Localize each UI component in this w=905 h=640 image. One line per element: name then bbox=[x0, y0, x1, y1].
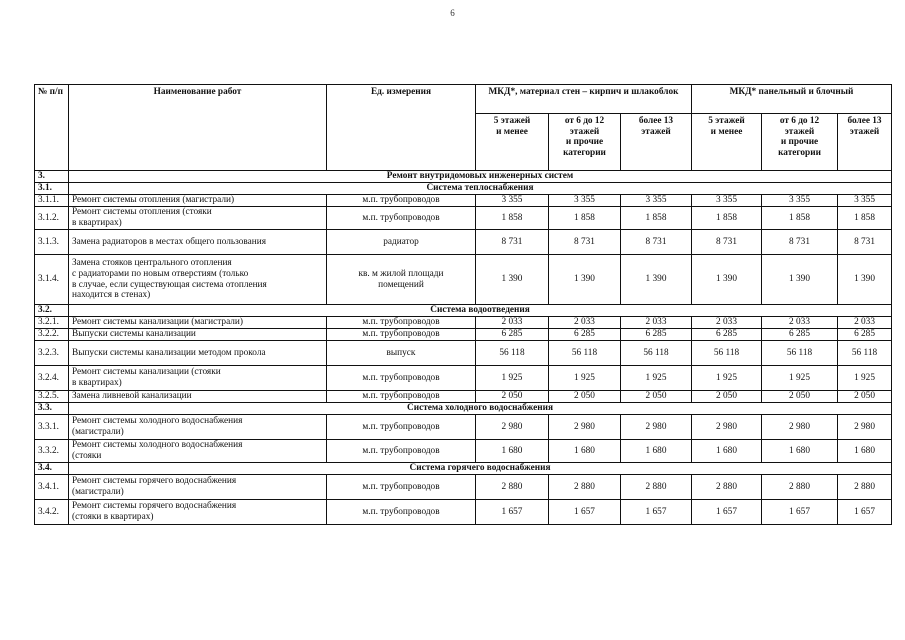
unit-cell: выпуск bbox=[327, 341, 476, 366]
header-unit: Ед. измерения bbox=[327, 85, 476, 171]
value-cell: 2 050 bbox=[838, 391, 892, 403]
value-cell: 56 118 bbox=[621, 341, 692, 366]
value-cell: 1 925 bbox=[838, 366, 892, 391]
unit-cell: радиатор bbox=[327, 230, 476, 255]
header-sub: 5 этажей и менее bbox=[692, 114, 762, 171]
value-cell: 6 285 bbox=[692, 329, 762, 341]
section-number: 3.3. bbox=[35, 403, 69, 415]
section-row bbox=[35, 403, 892, 415]
value-cell: 2 050 bbox=[476, 391, 549, 403]
unit-cell: кв. м жилой площади помещений bbox=[327, 255, 476, 305]
value-cell: 3 355 bbox=[549, 195, 621, 207]
item-number: 3.2.1. bbox=[35, 317, 69, 329]
value-cell: 2 050 bbox=[692, 391, 762, 403]
value-cell: 2 980 bbox=[692, 415, 762, 440]
header-num: № п/п bbox=[35, 85, 69, 171]
value-cell: 8 731 bbox=[549, 230, 621, 255]
value-cell: 2 050 bbox=[549, 391, 621, 403]
table-row bbox=[35, 440, 892, 463]
unit-cell: м.п. трубопроводов bbox=[327, 195, 476, 207]
value-cell: 1 657 bbox=[762, 500, 838, 525]
header-work-name: Наименование работ bbox=[69, 85, 327, 171]
table-row bbox=[35, 500, 892, 525]
item-number: 3.2.2. bbox=[35, 329, 69, 341]
header-sub: более 13 этажей bbox=[838, 114, 892, 171]
value-cell: 8 731 bbox=[838, 230, 892, 255]
value-cell: 2 033 bbox=[476, 317, 549, 329]
unit-cell: м.п. трубопроводов bbox=[327, 415, 476, 440]
value-cell: 1 680 bbox=[621, 440, 692, 463]
price-table bbox=[34, 84, 892, 525]
value-cell: 1 925 bbox=[692, 366, 762, 391]
item-number: 3.2.4. bbox=[35, 366, 69, 391]
item-number: 3.1.3. bbox=[35, 230, 69, 255]
value-cell: 1 390 bbox=[838, 255, 892, 305]
section-row bbox=[35, 183, 892, 195]
value-cell: 1 680 bbox=[692, 440, 762, 463]
section-number: 3. bbox=[35, 171, 69, 183]
value-cell: 3 355 bbox=[838, 195, 892, 207]
value-cell: 3 355 bbox=[692, 195, 762, 207]
value-cell: 6 285 bbox=[476, 329, 549, 341]
unit-cell: м.п. трубопроводов bbox=[327, 317, 476, 329]
value-cell: 3 355 bbox=[476, 195, 549, 207]
header-sub: от 6 до 12 этажей и прочие категории bbox=[762, 114, 838, 171]
value-cell: 1 657 bbox=[692, 500, 762, 525]
table-row bbox=[35, 317, 892, 329]
value-cell: 2 050 bbox=[621, 391, 692, 403]
value-cell: 2 880 bbox=[476, 475, 549, 500]
table-row bbox=[35, 391, 892, 403]
value-cell: 3 355 bbox=[762, 195, 838, 207]
value-cell: 6 285 bbox=[838, 329, 892, 341]
table-row bbox=[35, 230, 892, 255]
unit-cell: м.п. трубопроводов bbox=[327, 329, 476, 341]
value-cell: 1 390 bbox=[762, 255, 838, 305]
value-cell: 8 731 bbox=[621, 230, 692, 255]
value-cell: 56 118 bbox=[476, 341, 549, 366]
item-number: 3.2.3. bbox=[35, 341, 69, 366]
section-number: 3.2. bbox=[35, 305, 69, 317]
table-row bbox=[35, 366, 892, 391]
value-cell: 56 118 bbox=[762, 341, 838, 366]
value-cell: 2 880 bbox=[621, 475, 692, 500]
value-cell: 1 858 bbox=[692, 207, 762, 230]
item-number: 3.4.2. bbox=[35, 500, 69, 525]
value-cell: 1 657 bbox=[549, 500, 621, 525]
value-cell: 2 980 bbox=[549, 415, 621, 440]
value-cell: 56 118 bbox=[692, 341, 762, 366]
item-number: 3.2.5. bbox=[35, 391, 69, 403]
table-row bbox=[35, 207, 892, 230]
header-sub: более 13 этажей bbox=[621, 114, 692, 171]
header-group-panel: МКД* панельный и блочный bbox=[692, 85, 892, 114]
work-name: Ремонт системы холодного водоснабжения (стояки bbox=[69, 440, 327, 463]
value-cell: 2 880 bbox=[692, 475, 762, 500]
item-number: 3.1.1. bbox=[35, 195, 69, 207]
unit-cell: м.п. трубопроводов bbox=[327, 391, 476, 403]
item-number: 3.4.1. bbox=[35, 475, 69, 500]
section-row bbox=[35, 305, 892, 317]
value-cell: 1 390 bbox=[549, 255, 621, 305]
value-cell: 2 880 bbox=[838, 475, 892, 500]
work-name: Ремонт системы отопления (магистрали) bbox=[69, 195, 327, 207]
section-title: Система теплоснабжения bbox=[69, 183, 892, 195]
header-sub: от 6 до 12 этажей и прочие категории bbox=[549, 114, 621, 171]
work-name: Ремонт системы канализации (стояки в квартирах) bbox=[69, 366, 327, 391]
value-cell: 56 118 bbox=[838, 341, 892, 366]
item-number: 3.1.2. bbox=[35, 207, 69, 230]
value-cell: 6 285 bbox=[762, 329, 838, 341]
work-name: Выпуски системы канализации bbox=[69, 329, 327, 341]
value-cell: 8 731 bbox=[476, 230, 549, 255]
value-cell: 1 680 bbox=[838, 440, 892, 463]
section-number: 3.1. bbox=[35, 183, 69, 195]
value-cell: 1 925 bbox=[621, 366, 692, 391]
value-cell: 2 980 bbox=[762, 415, 838, 440]
unit-cell: м.п. трубопроводов bbox=[327, 500, 476, 525]
value-cell: 6 285 bbox=[621, 329, 692, 341]
unit-cell: м.п. трубопроводов bbox=[327, 366, 476, 391]
item-number: 3.3.1. bbox=[35, 415, 69, 440]
value-cell: 1 858 bbox=[476, 207, 549, 230]
value-cell: 1 390 bbox=[692, 255, 762, 305]
section-row bbox=[35, 171, 892, 183]
table-row bbox=[35, 255, 892, 305]
work-name: Ремонт системы канализации (магистрали) bbox=[69, 317, 327, 329]
value-cell: 2 033 bbox=[838, 317, 892, 329]
value-cell: 1 925 bbox=[476, 366, 549, 391]
value-cell: 2 033 bbox=[621, 317, 692, 329]
section-title: Система водоотведения bbox=[69, 305, 892, 317]
table-row bbox=[35, 415, 892, 440]
value-cell: 1 858 bbox=[762, 207, 838, 230]
work-name: Выпуски системы канализации методом прокола bbox=[69, 341, 327, 366]
value-cell: 1 680 bbox=[476, 440, 549, 463]
work-name: Ремонт системы горячего водоснабжения (стояки в квартирах) bbox=[69, 500, 327, 525]
table-row bbox=[35, 329, 892, 341]
value-cell: 2 880 bbox=[762, 475, 838, 500]
unit-cell: м.п. трубопроводов bbox=[327, 440, 476, 463]
value-cell: 6 285 bbox=[549, 329, 621, 341]
value-cell: 1 390 bbox=[476, 255, 549, 305]
table-row bbox=[35, 341, 892, 366]
header-group-brick: МКД*, материал стен – кирпич и шлакоблок bbox=[476, 85, 692, 114]
header-row-1 bbox=[35, 85, 892, 114]
value-cell: 1 858 bbox=[621, 207, 692, 230]
table-body bbox=[35, 171, 892, 525]
unit-cell: м.п. трубопроводов bbox=[327, 475, 476, 500]
work-name: Ремонт системы отопления (стояки в квартирах) bbox=[69, 207, 327, 230]
value-cell: 8 731 bbox=[762, 230, 838, 255]
value-cell: 1 680 bbox=[549, 440, 621, 463]
section-number: 3.4. bbox=[35, 463, 69, 475]
value-cell: 1 657 bbox=[621, 500, 692, 525]
value-cell: 2 980 bbox=[621, 415, 692, 440]
value-cell: 3 355 bbox=[621, 195, 692, 207]
value-cell: 1 390 bbox=[621, 255, 692, 305]
value-cell: 2 880 bbox=[549, 475, 621, 500]
value-cell: 1 925 bbox=[549, 366, 621, 391]
work-name: Замена стояков центрального отопления с радиаторами по новым отверстиям (только в случае, если существующая система отопления находится в стенах) bbox=[69, 255, 327, 305]
value-cell: 1 680 bbox=[762, 440, 838, 463]
section-title: Ремонт внутридомовых инженерных систем bbox=[69, 171, 892, 183]
value-cell: 2 980 bbox=[838, 415, 892, 440]
section-title: Система холодного водоснабжения bbox=[69, 403, 892, 415]
unit-cell: м.п. трубопроводов bbox=[327, 207, 476, 230]
section-title: Система горячего водоснабжения bbox=[69, 463, 892, 475]
work-name: Замена ливневой канализации bbox=[69, 391, 327, 403]
item-number: 3.1.4. bbox=[35, 255, 69, 305]
work-name: Замена радиаторов в местах общего пользования bbox=[69, 230, 327, 255]
value-cell: 1 858 bbox=[549, 207, 621, 230]
header-sub: 5 этажей и менее bbox=[476, 114, 549, 171]
value-cell: 2 980 bbox=[476, 415, 549, 440]
table-row bbox=[35, 475, 892, 500]
table-row bbox=[35, 195, 892, 207]
item-number: 3.3.2. bbox=[35, 440, 69, 463]
page-number: 6 bbox=[450, 8, 455, 18]
value-cell: 2 033 bbox=[549, 317, 621, 329]
value-cell: 2 050 bbox=[762, 391, 838, 403]
value-cell: 1 657 bbox=[476, 500, 549, 525]
section-row bbox=[35, 463, 892, 475]
work-name: Ремонт системы холодного водоснабжения (магистрали) bbox=[69, 415, 327, 440]
value-cell: 2 033 bbox=[692, 317, 762, 329]
value-cell: 1 858 bbox=[838, 207, 892, 230]
value-cell: 56 118 bbox=[549, 341, 621, 366]
value-cell: 1 925 bbox=[762, 366, 838, 391]
work-name: Ремонт системы горячего водоснабжения (магистрали) bbox=[69, 475, 327, 500]
value-cell: 1 657 bbox=[838, 500, 892, 525]
value-cell: 2 033 bbox=[762, 317, 838, 329]
value-cell: 8 731 bbox=[692, 230, 762, 255]
